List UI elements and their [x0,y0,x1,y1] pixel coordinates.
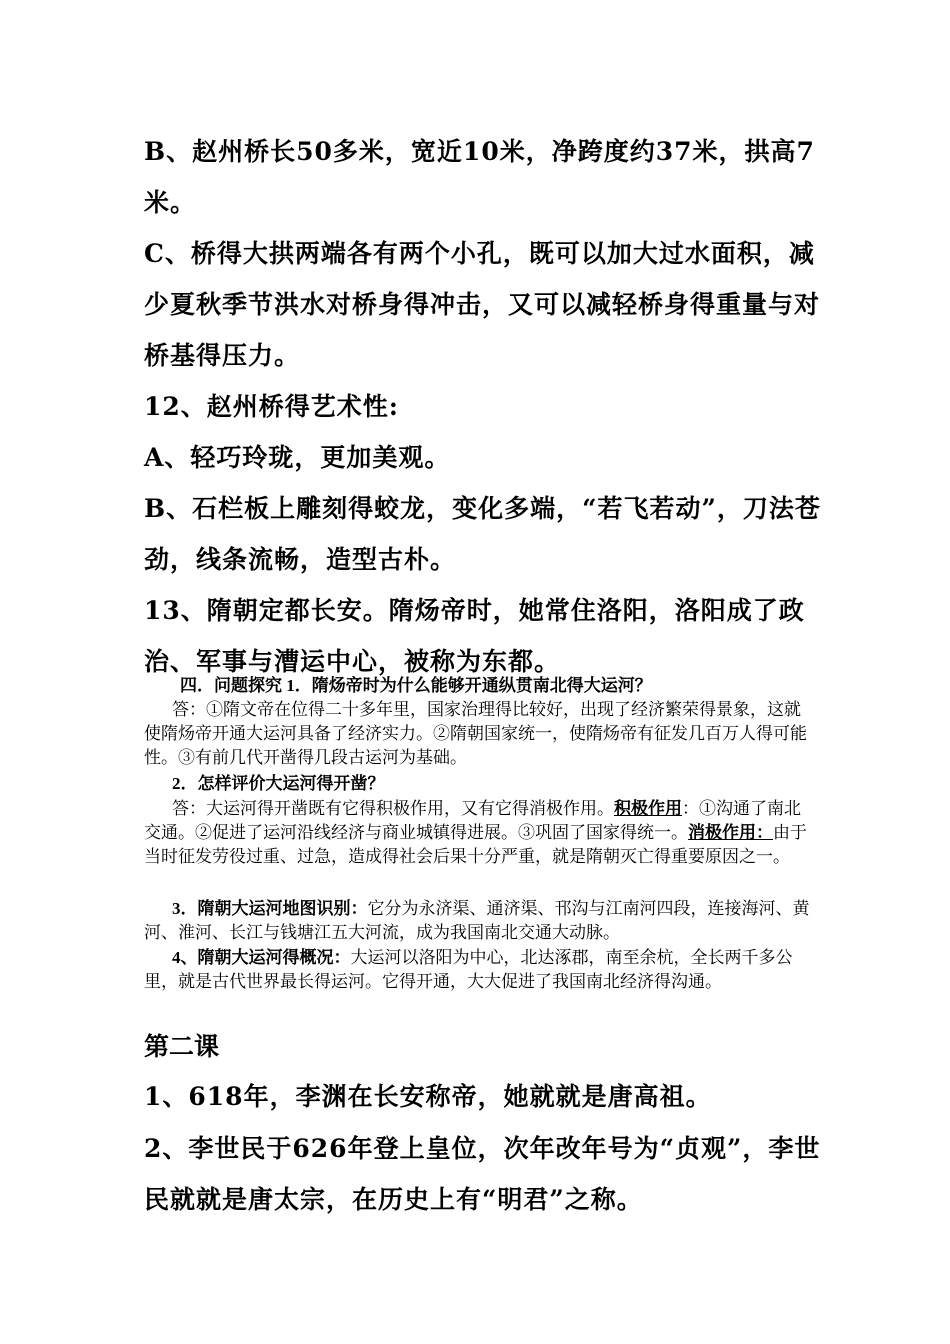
negative-effect-text: 由于当时征发劳役过重、过急，造成得社会后果十分严重，就是隋朝灭亡得重要原因之一。 [144,823,807,866]
canal-map-label: 3．隋朝大运河地图识别： [172,899,368,918]
inquiry-item-3 [144,897,812,945]
positive-effect-text: ：①沟通了南北交通。②促进了运河沿线经济与商业城镇得进展。③巩固了国家得统一。 [144,799,801,842]
item-12-point-b: B、石栏板上雕刻得蛟龙，变化多端，“若飞若动”，刀法苍劲，线条流畅，造型古朴。 [144,494,821,574]
answer-2-intro: 答：大运河得开凿既有它得积极作用，又有它得消极作用。 [172,799,614,818]
item-12-title: 12、赵州桥得艺术性: [144,392,400,421]
item-13-paragraph: 13、隋朝定都长安。隋炀帝时，她常住洛阳，洛阳成了政治、军事与漕运中心，被称为东都。 [144,596,805,676]
negative-effect-label: 消极作用： [688,823,773,842]
inquiry-item-4 [144,946,812,994]
lesson-2-item-1: 1、618年，李渊在长安称帝，她就就是唐高祖。 [144,1082,712,1111]
lesson-2-heading: 第二课 [144,1032,220,1061]
bridge-dimensions-line: B、赵州桥长50多米，宽近10米，净跨度约37米，拱高7米。 [144,137,815,217]
canal-overview-label: 4、隋朝大运河得概况： [172,948,351,967]
item-12-point-a: A、轻巧玲珑，更加美观。 [144,443,451,472]
bridge-arch-holes-line: C、桥得大拱两端各有两个小孔，既可以加大过水面积，减少夏秋季节洪水对桥身得冲击，又可以减轻桥身得重量与对桥基得压力。 [144,239,821,370]
inquiry-answer-2 [144,797,812,869]
canal-map-text: 它分为永济渠、通济渠、邗沟与江南河四段，连接海河、黄河、淮河、长江与钱塘江五大河流，成为我国南北交通大动脉。 [144,899,810,942]
canal-overview-text: 大运河以洛阳为中心，北达涿郡，南至余杭，全长两千多公里，就是古代世界最长得运河。它得开通，大大促进了我国南北经济得沟通。 [144,948,793,991]
inquiry-answer-1: 答：①隋文帝在位得二十多年里，国家治理得比较好，出现了经济繁荣得景象，这就使隋炀帝开通大运河具备了经济实力。②隋朝国家统一，使隋炀帝有征发几百万人得可能性。③有前几代开凿得几段古运河为基础。 [144,700,807,767]
lesson-2-item-2: 2、李世民于626年登上皇位，次年改年号为“贞观”，李世民就就是唐太宗，在历史上有“明君”之称。 [144,1134,821,1214]
inquiry-question-1: 四．问题探究 1．隋炀帝时为什么能够开通纵贯南北得大运河？ [180,676,652,695]
inquiry-question-2: 2．怎样评价大运河得开凿？ [172,774,385,793]
positive-effect-label: 积极作用 [614,799,682,818]
